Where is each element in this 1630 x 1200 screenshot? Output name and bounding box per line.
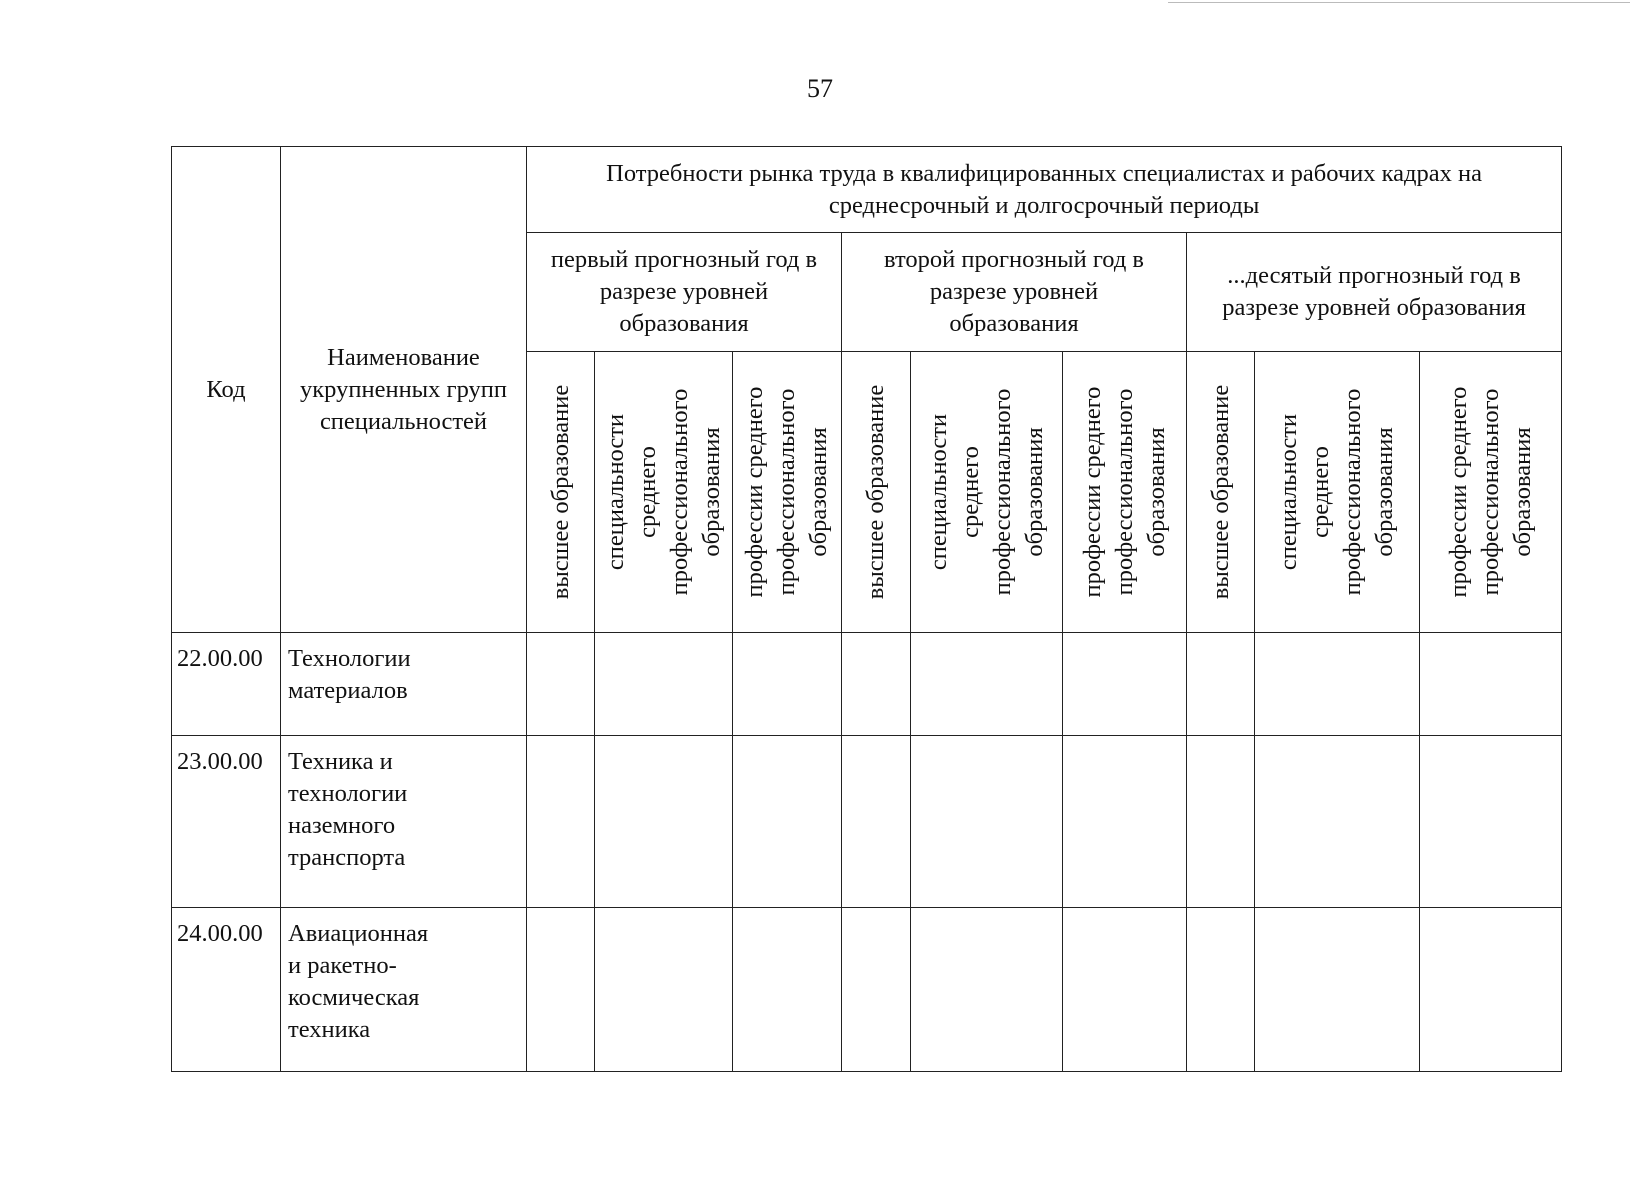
header-level-spo-prof [1063, 352, 1187, 633]
header-level-higher [842, 352, 911, 633]
header-level-spo-prof [1420, 352, 1562, 633]
data-cell [911, 908, 1063, 1072]
table-row [172, 633, 1562, 736]
header-level-spo-prof-text: профессии среднего профессионального образования [1444, 386, 1536, 598]
header-level-spo-spec-text: специальности среднего профессионального образования [924, 388, 1048, 596]
header-needs-text: Потребности рынка труда в квалифицированных специалистах и рабочих кадрах на среднесрочный и долгосрочный периоды [606, 159, 1482, 219]
row-name [281, 633, 527, 736]
row-name [281, 736, 527, 908]
header-level-higher-text: высшее образование [546, 384, 574, 600]
data-cell [595, 633, 733, 736]
data-cell [842, 633, 911, 736]
header-level-higher [1187, 352, 1255, 633]
header-level-spo-spec-text: специальности среднего профессионального образования [601, 388, 725, 596]
data-cell [1187, 736, 1255, 908]
data-cell [1420, 633, 1562, 736]
header-year-tenth-text: ...десятый прогнозный год в разрезе уровней образования [1222, 262, 1526, 321]
header-level-spo-spec [1255, 352, 1420, 633]
data-cell [595, 908, 733, 1072]
data-cell [733, 633, 842, 736]
row-name-text: Техника и технологии наземного транспорта [288, 748, 408, 871]
data-cell [1187, 908, 1255, 1072]
data-cell [1063, 908, 1187, 1072]
header-level-spo-spec [595, 352, 733, 633]
header-code: Код [172, 147, 281, 633]
row-name-text: Технологии материалов [288, 645, 411, 704]
header-level-spo-prof-text: профессии среднего профессионального образования [741, 386, 832, 598]
header-level-spo-prof [733, 352, 842, 633]
data-cell [527, 908, 595, 1072]
row-code: 24.00.00 [172, 908, 281, 1072]
data-cell [1255, 633, 1420, 736]
header-level-spo-spec [911, 352, 1063, 633]
data-cell [911, 633, 1063, 736]
header-level-higher-text: высшее образование [862, 384, 889, 600]
row-code: 23.00.00 [172, 736, 281, 908]
data-cell [1063, 736, 1187, 908]
header-level-higher [527, 352, 595, 633]
data-cell [595, 736, 733, 908]
data-cell [842, 736, 911, 908]
header-year-second-text: второй прогнозный год в разрезе уровней образования [884, 246, 1144, 337]
row-code: 22.00.00 [172, 633, 281, 736]
forecast-table [171, 146, 1562, 1072]
header-needs [527, 147, 1562, 233]
data-cell [1420, 908, 1562, 1072]
header-level-higher-text: высшее образование [1206, 384, 1234, 600]
data-cell [1063, 633, 1187, 736]
data-cell [1255, 736, 1420, 908]
header-year-first-text: первый прогнозный год в разрезе уровней образования [550, 246, 818, 337]
data-cell [1420, 736, 1562, 908]
top-rule [1168, 2, 1630, 3]
table-row [172, 908, 1562, 1072]
header-year-first [527, 233, 842, 352]
table-row [172, 736, 1562, 908]
row-name-text: Авиационная и ракетно-космическая техника [288, 920, 429, 1043]
data-cell [842, 908, 911, 1072]
row-name [281, 908, 527, 1072]
header-level-spo-prof-text: профессии среднего профессионального образования [1078, 386, 1170, 598]
data-cell [1187, 633, 1255, 736]
data-cell [911, 736, 1063, 908]
header-group-name [281, 147, 527, 633]
header-year-tenth [1187, 233, 1562, 352]
data-cell [733, 908, 842, 1072]
header-level-spo-spec-text: специальности среднего профессионального образования [1275, 388, 1398, 596]
header-group-name-text: Наименование укрупненных групп специальностей [300, 343, 507, 435]
data-cell [527, 736, 595, 908]
data-cell [733, 736, 842, 908]
data-cell [1255, 908, 1420, 1072]
header-year-second [842, 233, 1187, 352]
page-number: 57 [807, 74, 833, 103]
data-cell [527, 633, 595, 736]
